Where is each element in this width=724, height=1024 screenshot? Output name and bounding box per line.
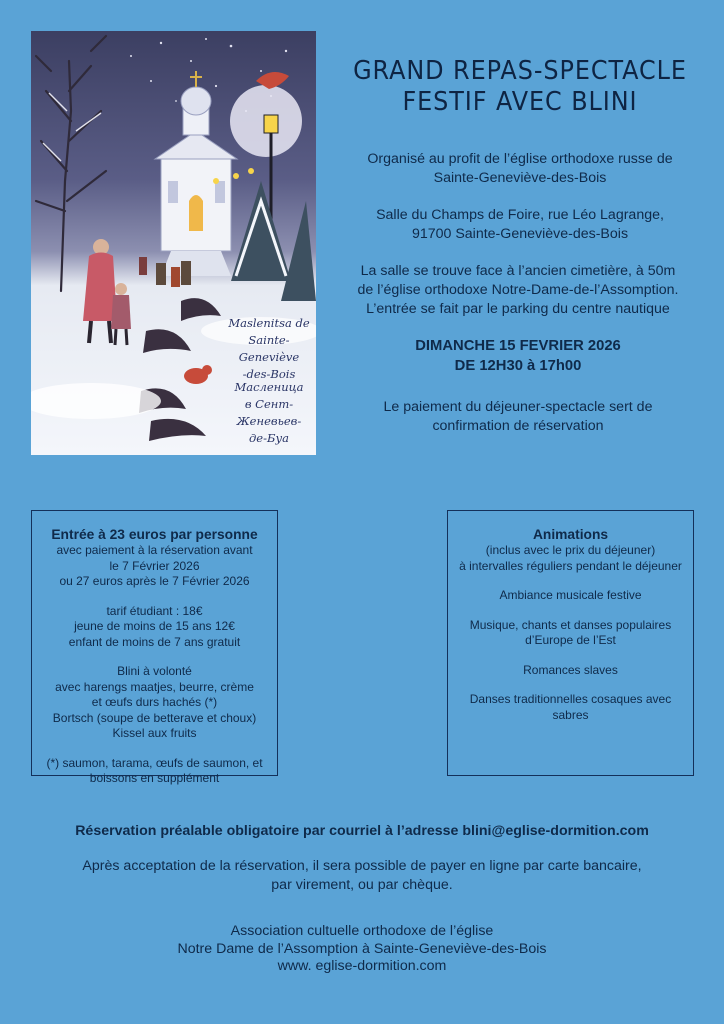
text-line: Association cultuelle orthodoxe de l’église — [230, 923, 494, 939]
payment-methods — [20, 857, 704, 895]
caption-line: де-Буа — [249, 431, 289, 445]
animations-heading: Animations — [532, 527, 609, 542]
event-title — [332, 56, 707, 118]
illustration-caption-cyrillic — [219, 379, 316, 447]
caption-line: Maslenitsa de — [228, 316, 310, 330]
event-date — [318, 336, 718, 376]
pricing-line: le 7 Février 2026 — [109, 558, 200, 573]
text-line: Salle du Champs de Foire, rue Léo Lagrange, — [376, 207, 664, 223]
animation-item: sabres — [552, 707, 589, 722]
pricing-heading: Entrée à 23 euros par personne — [51, 527, 258, 542]
caption-line: -des-Bois — [242, 367, 296, 381]
venue-address — [330, 206, 710, 244]
title-line-1: GRAND REPAS-SPECTACLE — [353, 56, 687, 86]
time-line: DE 12H30 à 17h00 — [454, 358, 582, 374]
menu-line: Blini à volonté — [117, 664, 192, 678]
menu-line: Bortsch (soupe de betterave et choux) — [52, 710, 257, 725]
winter-church-illustration — [31, 31, 316, 455]
animation-item: Danses traditionnelles cosaques avec — [469, 692, 672, 706]
animations-subline: (inclus avec le prix du déjeuner) — [485, 543, 656, 557]
text-line: 91700 Sainte-Geneviève-des-Bois — [411, 226, 629, 242]
text-line: par virement, ou par chèque. — [271, 877, 453, 893]
text-line: Notre Dame de l’Assomption à Sainte-Geneviève-des-Bois — [177, 940, 547, 957]
text-line: Organisé au profit de l’église orthodoxe russe de — [367, 151, 673, 167]
menu-line: avec harengs maatjes, beurre, crème — [55, 679, 254, 694]
title-line-2: FESTIF AVEC BLINI — [402, 87, 638, 117]
animations-box — [447, 510, 694, 776]
text-line: Après acceptation de la réservation, il sera possible de payer en ligne par carte bancaire, — [82, 858, 642, 874]
caption-line: Масленица — [234, 380, 304, 394]
caption-line: в Сент-Женевьев- — [236, 397, 302, 428]
menu-line: Kissel aux fruits — [112, 726, 197, 740]
caption-line: Sainte-Geneviève — [238, 333, 300, 364]
payment-note — [318, 398, 718, 436]
text-line: L’entrée se fait par le parking du centre nautique — [366, 301, 670, 317]
date-line: DIMANCHE 15 FEVRIER 2026 — [415, 338, 621, 354]
text-line: La salle se trouve face à l’ancien cimetière, à 50m — [360, 263, 676, 279]
reservation-notice: Réservation préalable obligatoire par courriel à l’adresse blini@eglise-dormition.com — [75, 823, 649, 839]
menu-line: et œufs durs hachés (*) — [91, 695, 218, 709]
pricing-line: avec paiement à la réservation avant — [56, 543, 253, 557]
location-directions — [318, 262, 718, 319]
pricing-line: ou 27 euros après le 7 Février 2026 — [59, 574, 250, 588]
illustration-caption-latin — [219, 315, 316, 383]
animation-item: Ambiance musicale festive — [499, 588, 642, 602]
text-line: Le paiement du déjeuner-spectacle sert de — [383, 399, 653, 415]
text-line: confirmation de réservation — [432, 418, 604, 434]
pricing-box — [31, 510, 278, 785]
text-line: de l’église orthodoxe Notre-Dame-de-l’Assomption. — [357, 282, 679, 298]
text-line: Sainte-Geneviève-des-Bois — [433, 170, 607, 186]
animation-item: Musique, chants et danses populaires — [469, 617, 672, 632]
pricing-line: tarif étudiant : 18€ — [106, 603, 203, 618]
website-link[interactable]: www. eglise-dormition.com — [277, 958, 447, 974]
animation-item: d’Europe de l’Est — [525, 633, 616, 647]
footnote-line: boissons en supplément — [89, 771, 220, 785]
organizer-text — [330, 150, 710, 188]
pricing-line: enfant de moins de 7 ans gratuit — [68, 634, 241, 649]
pricing-line: jeune de moins de 15 ans 12€ — [74, 619, 235, 633]
animations-subline: à intervalles réguliers pendant le déjeuner — [459, 558, 682, 573]
footnote-line: (*) saumon, tarama, œufs de saumon, et — [46, 755, 263, 770]
association-footer — [20, 923, 704, 976]
animation-item: Romances slaves — [523, 662, 618, 677]
